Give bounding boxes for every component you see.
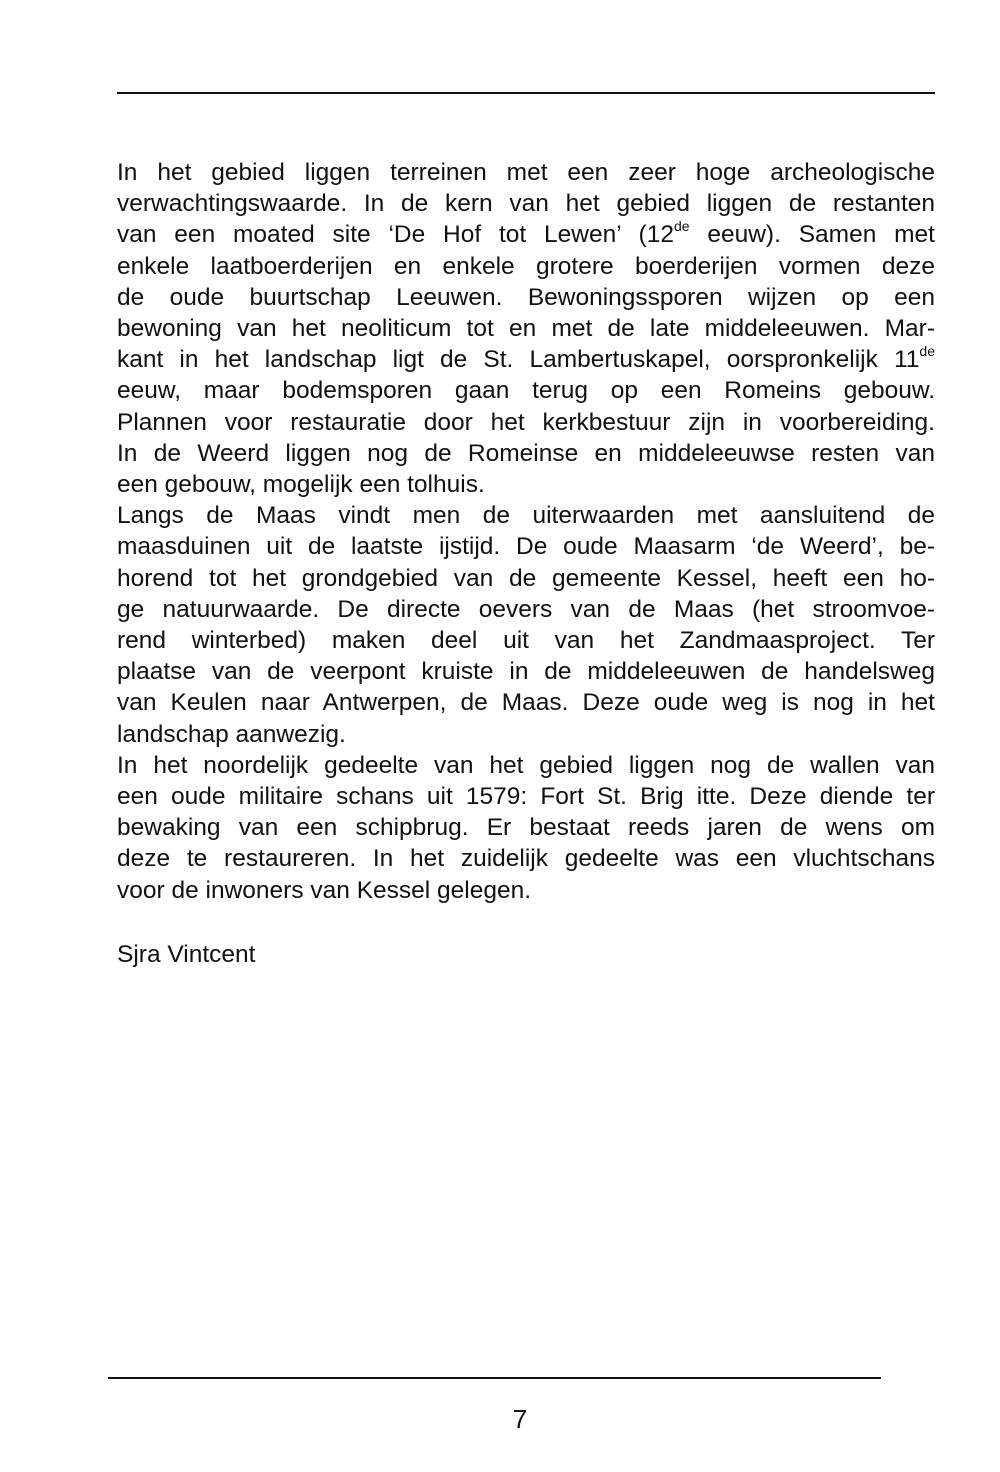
text-line: kant in het landschap ligt de St. Lambertuskapel, oorspronkelijk 11de — [117, 343, 935, 374]
text-line: een oude militaire schans uit 1579: Fort St. Brig itte. Deze diende ter — [117, 783, 935, 811]
author-signature: Sjra Vintcent — [117, 941, 256, 968]
text-line: In de Weerd liggen nog de Romeinse en middeleeuwse resten van — [117, 439, 935, 467]
text-line: voor de inwoners van Kessel gelegen. — [117, 876, 532, 904]
text-line: rend winterbed) maken deel uit van het Zandmaasproject. Ter — [117, 627, 935, 655]
body-text — [117, 157, 935, 906]
footer-rule — [108, 1377, 881, 1379]
text-line: van een moated site ‘De Hof tot Lewen’ (12de eeuw). Samen met — [117, 218, 935, 249]
text-line: Plannen voor restauratie door het kerkbestuur zijn in voorbereiding. — [117, 408, 935, 436]
text-line: ge natuurwaarde. De directe oevers van de Maas (het stroomvoe- — [117, 595, 935, 623]
text-line: bewaking van een schipbrug. Er bestaat reeds jaren de wens om — [117, 814, 935, 842]
superscript: de — [673, 218, 690, 235]
text-line: van Keulen naar Antwerpen, de Maas. Deze oude weg is nog in het — [117, 689, 935, 717]
text-line: verwachtingswaarde. In de kern van het gebied liggen de restanten — [117, 190, 935, 218]
text-line: horend tot het grondgebied van de gemeente Kessel, heeft een ho- — [117, 564, 935, 592]
text-line: de oude buurtschap Leeuwen. Bewoningssporen wijzen op een — [117, 283, 935, 311]
text-line: enkele laatboerderijen en enkele grotere boerderijen vormen deze — [117, 252, 935, 280]
text-line: Langs de Maas vindt men de uiterwaarden met aansluitend de — [117, 502, 935, 530]
text-line: landschap aanwezig. — [117, 720, 346, 748]
header-rule — [117, 92, 935, 94]
text-line: In het noordelijk gedeelte van het gebied liggen nog de wallen van — [117, 751, 935, 779]
text-line: deze te restaureren. In het zuidelijk gedeelte was een vluchtschans — [117, 845, 935, 873]
text-line: plaatse van de veerpont kruiste in de middeleeuwen de handelsweg — [117, 658, 935, 686]
page-number: 7 — [512, 1404, 528, 1434]
text-line: In het gebied liggen terreinen met een zeer hoge archeologische — [117, 159, 935, 186]
text-line: bewoning van het neoliticum tot en met de late middeleeuwen. Mar- — [117, 315, 935, 343]
text-line: een gebouw, mogelijk een tolhuis. — [117, 471, 485, 499]
superscript: de — [919, 343, 935, 360]
text-line: maasduinen uit de laatste ijstijd. De oude Maasarm ‘de Weerd’, be- — [117, 533, 935, 561]
text-line: eeuw, maar bodemsporen gaan terug op een Romeins gebouw. — [117, 377, 935, 405]
